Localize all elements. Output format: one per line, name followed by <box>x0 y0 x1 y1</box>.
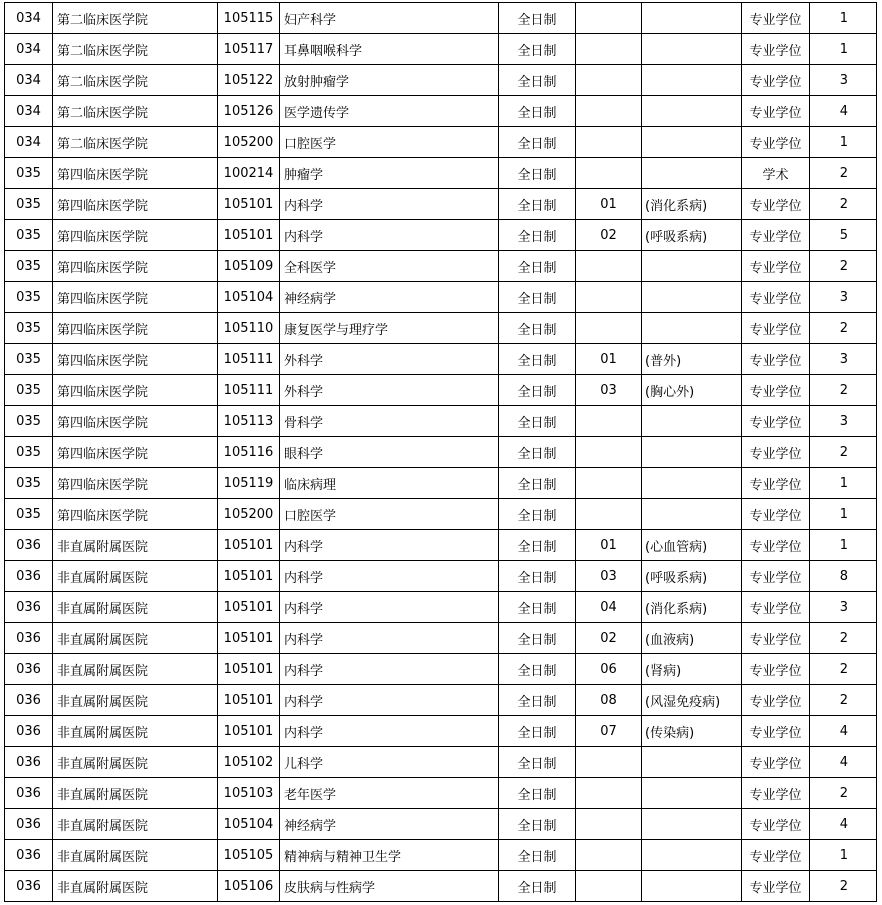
table-row <box>5 313 877 344</box>
dept-name-cell: 第四临床医学院 <box>53 158 218 189</box>
direction-name-cell <box>642 34 742 65</box>
direction-code-cell: 01 <box>576 344 642 375</box>
direction-name-cell <box>642 65 742 96</box>
dept-code-cell: 036 <box>5 716 53 747</box>
table-row <box>5 871 877 902</box>
quota-cell: 1 <box>810 3 877 34</box>
table-row <box>5 34 877 65</box>
admissions-table <box>4 2 877 902</box>
major-code-cell: 105104 <box>218 282 280 313</box>
degree-type-cell: 专业学位 <box>742 809 810 840</box>
table-row <box>5 716 877 747</box>
direction-name-cell: (呼吸系病) <box>642 220 742 251</box>
degree-type-cell: 专业学位 <box>742 871 810 902</box>
direction-name-cell <box>642 158 742 189</box>
major-code-cell: 105101 <box>218 530 280 561</box>
direction-code-cell <box>576 499 642 530</box>
major-code-cell: 105101 <box>218 592 280 623</box>
direction-name-cell: (普外) <box>642 344 742 375</box>
dept-name-cell: 非直属附属医院 <box>53 747 218 778</box>
study-mode-cell: 全日制 <box>499 375 576 406</box>
table-row <box>5 840 877 871</box>
table-row <box>5 251 877 282</box>
major-code-cell: 105200 <box>218 127 280 158</box>
direction-code-cell: 02 <box>576 220 642 251</box>
study-mode-cell: 全日制 <box>499 282 576 313</box>
major-name-cell: 内科学 <box>280 561 499 592</box>
direction-code-cell <box>576 468 642 499</box>
major-code-cell: 105111 <box>218 375 280 406</box>
dept-code-cell: 035 <box>5 313 53 344</box>
dept-code-cell: 035 <box>5 158 53 189</box>
major-name-cell: 内科学 <box>280 716 499 747</box>
major-name-cell: 肿瘤学 <box>280 158 499 189</box>
direction-name-cell: (血液病) <box>642 623 742 654</box>
table-row <box>5 3 877 34</box>
major-name-cell: 眼科学 <box>280 437 499 468</box>
major-name-cell: 康复医学与理疗学 <box>280 313 499 344</box>
table-row <box>5 282 877 313</box>
direction-code-cell <box>576 406 642 437</box>
dept-code-cell: 034 <box>5 96 53 127</box>
dept-name-cell: 非直属附属医院 <box>53 871 218 902</box>
dept-code-cell: 036 <box>5 654 53 685</box>
table-row <box>5 220 877 251</box>
direction-code-cell <box>576 282 642 313</box>
degree-type-cell: 专业学位 <box>742 468 810 499</box>
major-code-cell: 105101 <box>218 623 280 654</box>
major-code-cell: 105104 <box>218 809 280 840</box>
degree-type-cell: 专业学位 <box>742 344 810 375</box>
direction-code-cell <box>576 840 642 871</box>
major-name-cell: 内科学 <box>280 592 499 623</box>
direction-code-cell <box>576 809 642 840</box>
degree-type-cell: 专业学位 <box>742 313 810 344</box>
table-row <box>5 158 877 189</box>
study-mode-cell: 全日制 <box>499 34 576 65</box>
study-mode-cell: 全日制 <box>499 65 576 96</box>
direction-name-cell <box>642 468 742 499</box>
quota-cell: 3 <box>810 65 877 96</box>
direction-code-cell <box>576 127 642 158</box>
degree-type-cell: 专业学位 <box>742 530 810 561</box>
direction-name-cell: (消化系病) <box>642 189 742 220</box>
direction-code-cell <box>576 778 642 809</box>
study-mode-cell: 全日制 <box>499 747 576 778</box>
direction-name-cell: (肾病) <box>642 654 742 685</box>
direction-code-cell <box>576 747 642 778</box>
table-row <box>5 189 877 220</box>
dept-name-cell: 第四临床医学院 <box>53 437 218 468</box>
direction-name-cell <box>642 406 742 437</box>
study-mode-cell: 全日制 <box>499 313 576 344</box>
major-code-cell: 105101 <box>218 189 280 220</box>
dept-name-cell: 第四临床医学院 <box>53 344 218 375</box>
dept-name-cell: 第四临床医学院 <box>53 220 218 251</box>
major-name-cell: 内科学 <box>280 623 499 654</box>
quota-cell: 2 <box>810 623 877 654</box>
major-name-cell: 耳鼻咽喉科学 <box>280 34 499 65</box>
major-code-cell: 105101 <box>218 220 280 251</box>
degree-type-cell: 专业学位 <box>742 375 810 406</box>
dept-code-cell: 034 <box>5 65 53 96</box>
study-mode-cell: 全日制 <box>499 592 576 623</box>
major-code-cell: 105200 <box>218 499 280 530</box>
table-row <box>5 778 877 809</box>
study-mode-cell: 全日制 <box>499 406 576 437</box>
major-code-cell: 105116 <box>218 437 280 468</box>
degree-type-cell: 专业学位 <box>742 561 810 592</box>
quota-cell: 2 <box>810 437 877 468</box>
dept-name-cell: 第四临床医学院 <box>53 189 218 220</box>
study-mode-cell: 全日制 <box>499 189 576 220</box>
major-code-cell: 105102 <box>218 747 280 778</box>
dept-name-cell: 非直属附属医院 <box>53 592 218 623</box>
dept-code-cell: 035 <box>5 282 53 313</box>
quota-cell: 1 <box>810 34 877 65</box>
quota-cell: 2 <box>810 375 877 406</box>
direction-name-cell <box>642 809 742 840</box>
quota-cell: 1 <box>810 468 877 499</box>
study-mode-cell: 全日制 <box>499 716 576 747</box>
major-name-cell: 内科学 <box>280 530 499 561</box>
study-mode-cell: 全日制 <box>499 437 576 468</box>
table-row <box>5 809 877 840</box>
major-code-cell: 105115 <box>218 3 280 34</box>
study-mode-cell: 全日制 <box>499 251 576 282</box>
dept-name-cell: 第二临床医学院 <box>53 96 218 127</box>
direction-name-cell <box>642 96 742 127</box>
table-row <box>5 654 877 685</box>
direction-name-cell <box>642 437 742 468</box>
major-code-cell: 105101 <box>218 716 280 747</box>
dept-code-cell: 036 <box>5 592 53 623</box>
study-mode-cell: 全日制 <box>499 778 576 809</box>
major-code-cell: 105110 <box>218 313 280 344</box>
major-name-cell: 口腔医学 <box>280 127 499 158</box>
major-code-cell: 105111 <box>218 344 280 375</box>
dept-code-cell: 035 <box>5 375 53 406</box>
study-mode-cell: 全日制 <box>499 623 576 654</box>
direction-name-cell <box>642 251 742 282</box>
major-name-cell: 外科学 <box>280 375 499 406</box>
major-name-cell: 全科医学 <box>280 251 499 282</box>
quota-cell: 1 <box>810 499 877 530</box>
major-code-cell: 105106 <box>218 871 280 902</box>
table-row <box>5 623 877 654</box>
degree-type-cell: 专业学位 <box>742 499 810 530</box>
degree-type-cell: 专业学位 <box>742 220 810 251</box>
quota-cell: 2 <box>810 313 877 344</box>
quota-cell: 2 <box>810 158 877 189</box>
dept-code-cell: 035 <box>5 189 53 220</box>
dept-name-cell: 第四临床医学院 <box>53 499 218 530</box>
dept-code-cell: 036 <box>5 871 53 902</box>
degree-type-cell: 专业学位 <box>742 406 810 437</box>
quota-cell: 1 <box>810 530 877 561</box>
direction-code-cell: 01 <box>576 530 642 561</box>
degree-type-cell: 专业学位 <box>742 716 810 747</box>
direction-code-cell: 01 <box>576 189 642 220</box>
direction-name-cell <box>642 747 742 778</box>
dept-code-cell: 036 <box>5 561 53 592</box>
degree-type-cell: 专业学位 <box>742 623 810 654</box>
direction-code-cell <box>576 96 642 127</box>
major-name-cell: 医学遗传学 <box>280 96 499 127</box>
degree-type-cell: 专业学位 <box>742 437 810 468</box>
dept-code-cell: 035 <box>5 437 53 468</box>
direction-name-cell: (消化系病) <box>642 592 742 623</box>
major-name-cell: 儿科学 <box>280 747 499 778</box>
direction-code-cell: 03 <box>576 375 642 406</box>
major-code-cell: 105117 <box>218 34 280 65</box>
direction-code-cell <box>576 871 642 902</box>
major-name-cell: 妇产科学 <box>280 3 499 34</box>
quota-cell: 4 <box>810 809 877 840</box>
quota-cell: 4 <box>810 747 877 778</box>
table-row <box>5 65 877 96</box>
direction-name-cell: (传染病) <box>642 716 742 747</box>
dept-code-cell: 034 <box>5 34 53 65</box>
direction-name-cell <box>642 778 742 809</box>
dept-code-cell: 035 <box>5 499 53 530</box>
direction-name-cell: (心血管病) <box>642 530 742 561</box>
degree-type-cell: 专业学位 <box>742 747 810 778</box>
dept-code-cell: 036 <box>5 747 53 778</box>
direction-code-cell <box>576 34 642 65</box>
direction-name-cell <box>642 282 742 313</box>
direction-code-cell <box>576 158 642 189</box>
dept-name-cell: 第四临床医学院 <box>53 375 218 406</box>
degree-type-cell: 专业学位 <box>742 685 810 716</box>
direction-code-cell <box>576 437 642 468</box>
quota-cell: 2 <box>810 871 877 902</box>
major-code-cell: 105101 <box>218 561 280 592</box>
degree-type-cell: 专业学位 <box>742 189 810 220</box>
study-mode-cell: 全日制 <box>499 685 576 716</box>
dept-name-cell: 非直属附属医院 <box>53 561 218 592</box>
direction-name-cell <box>642 499 742 530</box>
table-row <box>5 406 877 437</box>
dept-code-cell: 035 <box>5 344 53 375</box>
quota-cell: 3 <box>810 282 877 313</box>
table-row <box>5 561 877 592</box>
major-name-cell: 骨科学 <box>280 406 499 437</box>
degree-type-cell: 专业学位 <box>742 3 810 34</box>
quota-cell: 8 <box>810 561 877 592</box>
direction-name-cell <box>642 840 742 871</box>
degree-type-cell: 专业学位 <box>742 127 810 158</box>
table-row <box>5 592 877 623</box>
quota-cell: 1 <box>810 127 877 158</box>
direction-name-cell <box>642 871 742 902</box>
quota-cell: 2 <box>810 685 877 716</box>
quota-cell: 3 <box>810 344 877 375</box>
study-mode-cell: 全日制 <box>499 96 576 127</box>
quota-cell: 2 <box>810 251 877 282</box>
direction-name-cell <box>642 313 742 344</box>
study-mode-cell: 全日制 <box>499 468 576 499</box>
quota-cell: 2 <box>810 654 877 685</box>
direction-name-cell: (胸心外) <box>642 375 742 406</box>
dept-name-cell: 第二临床医学院 <box>53 127 218 158</box>
dept-name-cell: 非直属附属医院 <box>53 685 218 716</box>
dept-name-cell: 第二临床医学院 <box>53 65 218 96</box>
major-name-cell: 口腔医学 <box>280 499 499 530</box>
direction-code-cell: 08 <box>576 685 642 716</box>
dept-name-cell: 非直属附属医院 <box>53 623 218 654</box>
study-mode-cell: 全日制 <box>499 127 576 158</box>
study-mode-cell: 全日制 <box>499 158 576 189</box>
table-row <box>5 437 877 468</box>
degree-type-cell: 专业学位 <box>742 592 810 623</box>
dept-code-cell: 036 <box>5 778 53 809</box>
quota-cell: 4 <box>810 96 877 127</box>
dept-name-cell: 第四临床医学院 <box>53 313 218 344</box>
major-name-cell: 神经病学 <box>280 282 499 313</box>
table-row <box>5 344 877 375</box>
direction-name-cell: (风湿免疫病) <box>642 685 742 716</box>
dept-code-cell: 036 <box>5 685 53 716</box>
table-row <box>5 96 877 127</box>
dept-name-cell: 非直属附属医院 <box>53 840 218 871</box>
study-mode-cell: 全日制 <box>499 654 576 685</box>
degree-type-cell: 学术 <box>742 158 810 189</box>
table-row <box>5 375 877 406</box>
degree-type-cell: 专业学位 <box>742 251 810 282</box>
dept-code-cell: 035 <box>5 220 53 251</box>
dept-code-cell: 035 <box>5 468 53 499</box>
degree-type-cell: 专业学位 <box>742 34 810 65</box>
direction-code-cell <box>576 313 642 344</box>
direction-code-cell: 02 <box>576 623 642 654</box>
major-name-cell: 内科学 <box>280 220 499 251</box>
direction-name-cell <box>642 127 742 158</box>
study-mode-cell: 全日制 <box>499 530 576 561</box>
major-name-cell: 临床病理 <box>280 468 499 499</box>
quota-cell: 3 <box>810 406 877 437</box>
table-row <box>5 747 877 778</box>
dept-name-cell: 非直属附属医院 <box>53 530 218 561</box>
table-row <box>5 127 877 158</box>
dept-name-cell: 非直属附属医院 <box>53 809 218 840</box>
major-code-cell: 105122 <box>218 65 280 96</box>
quota-cell: 4 <box>810 716 877 747</box>
table-row <box>5 499 877 530</box>
dept-name-cell: 非直属附属医院 <box>53 716 218 747</box>
major-code-cell: 105109 <box>218 251 280 282</box>
major-code-cell: 105126 <box>218 96 280 127</box>
major-code-cell: 100214 <box>218 158 280 189</box>
dept-code-cell: 036 <box>5 623 53 654</box>
dept-name-cell: 第二临床医学院 <box>53 34 218 65</box>
quota-cell: 3 <box>810 592 877 623</box>
study-mode-cell: 全日制 <box>499 840 576 871</box>
direction-code-cell <box>576 251 642 282</box>
quota-cell: 2 <box>810 189 877 220</box>
direction-name-cell <box>642 3 742 34</box>
major-code-cell: 105101 <box>218 654 280 685</box>
direction-code-cell: 04 <box>576 592 642 623</box>
dept-name-cell: 第四临床医学院 <box>53 251 218 282</box>
major-name-cell: 外科学 <box>280 344 499 375</box>
dept-code-cell: 034 <box>5 127 53 158</box>
table-row <box>5 530 877 561</box>
dept-code-cell: 036 <box>5 840 53 871</box>
degree-type-cell: 专业学位 <box>742 778 810 809</box>
major-code-cell: 105119 <box>218 468 280 499</box>
table-row <box>5 685 877 716</box>
major-name-cell: 放射肿瘤学 <box>280 65 499 96</box>
study-mode-cell: 全日制 <box>499 220 576 251</box>
study-mode-cell: 全日制 <box>499 561 576 592</box>
degree-type-cell: 专业学位 <box>742 282 810 313</box>
study-mode-cell: 全日制 <box>499 3 576 34</box>
direction-code-cell <box>576 3 642 34</box>
direction-code-cell: 03 <box>576 561 642 592</box>
dept-name-cell: 第四临床医学院 <box>53 282 218 313</box>
study-mode-cell: 全日制 <box>499 809 576 840</box>
degree-type-cell: 专业学位 <box>742 96 810 127</box>
dept-code-cell: 035 <box>5 406 53 437</box>
major-name-cell: 内科学 <box>280 189 499 220</box>
degree-type-cell: 专业学位 <box>742 654 810 685</box>
dept-code-cell: 036 <box>5 530 53 561</box>
study-mode-cell: 全日制 <box>499 871 576 902</box>
major-code-cell: 105101 <box>218 685 280 716</box>
major-code-cell: 105103 <box>218 778 280 809</box>
major-name-cell: 内科学 <box>280 685 499 716</box>
dept-name-cell: 第四临床医学院 <box>53 468 218 499</box>
dept-name-cell: 第四临床医学院 <box>53 406 218 437</box>
degree-type-cell: 专业学位 <box>742 65 810 96</box>
dept-code-cell: 035 <box>5 251 53 282</box>
major-code-cell: 105105 <box>218 840 280 871</box>
direction-code-cell: 07 <box>576 716 642 747</box>
study-mode-cell: 全日制 <box>499 499 576 530</box>
dept-code-cell: 036 <box>5 809 53 840</box>
degree-type-cell: 专业学位 <box>742 840 810 871</box>
direction-name-cell: (呼吸系病) <box>642 561 742 592</box>
major-code-cell: 105113 <box>218 406 280 437</box>
dept-name-cell: 第二临床医学院 <box>53 3 218 34</box>
dept-name-cell: 非直属附属医院 <box>53 778 218 809</box>
table-body <box>5 3 877 902</box>
major-name-cell: 老年医学 <box>280 778 499 809</box>
quota-cell: 1 <box>810 840 877 871</box>
quota-cell: 2 <box>810 778 877 809</box>
dept-code-cell: 034 <box>5 3 53 34</box>
major-name-cell: 皮肤病与性病学 <box>280 871 499 902</box>
major-name-cell: 内科学 <box>280 654 499 685</box>
quota-cell: 5 <box>810 220 877 251</box>
major-name-cell: 神经病学 <box>280 809 499 840</box>
direction-code-cell <box>576 65 642 96</box>
dept-name-cell: 非直属附属医院 <box>53 654 218 685</box>
direction-code-cell: 06 <box>576 654 642 685</box>
study-mode-cell: 全日制 <box>499 344 576 375</box>
table-row <box>5 468 877 499</box>
major-name-cell: 精神病与精神卫生学 <box>280 840 499 871</box>
